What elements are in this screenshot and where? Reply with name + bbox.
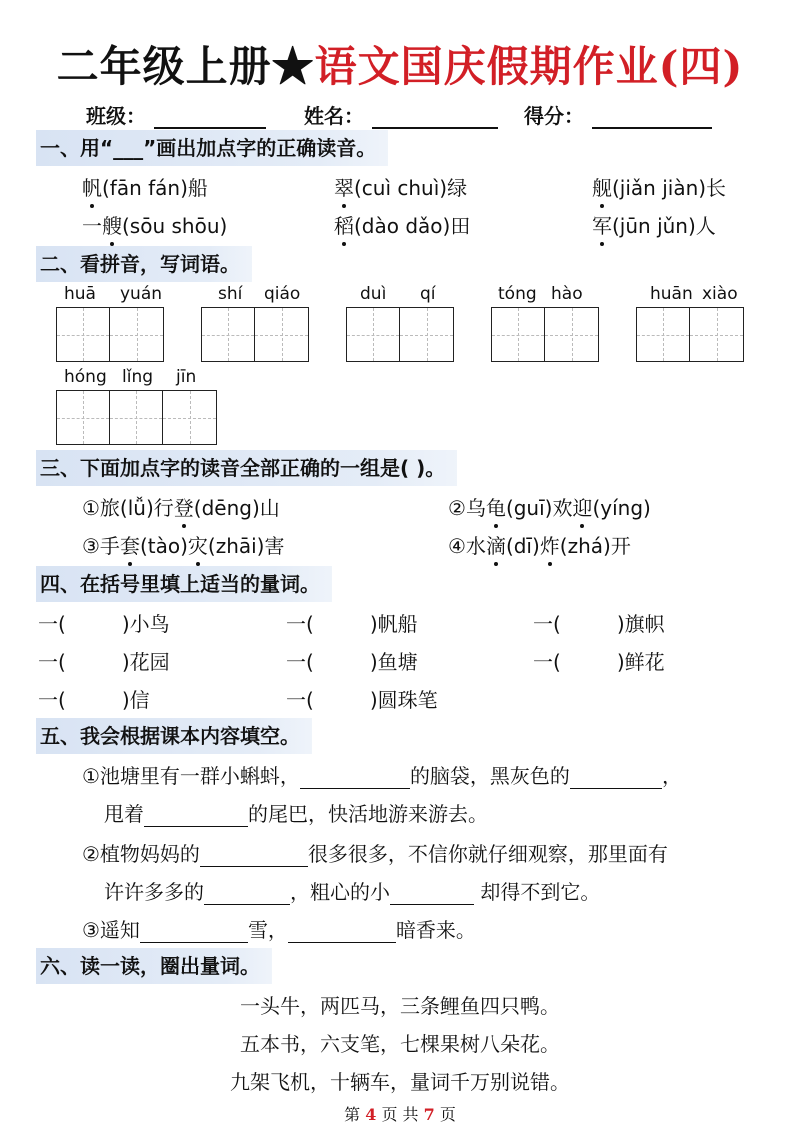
q5-blank-4[interactable]: [200, 845, 308, 867]
q4-item-8[interactable]: 一( )圆珠笔: [286, 688, 438, 712]
pinyin-5a: huān: [650, 284, 693, 304]
student-info: [0, 100, 800, 130]
class-field[interactable]: [86, 100, 266, 129]
q1-item-6: 军(jūn jǔn)人: [592, 210, 716, 239]
q3-option-1[interactable]: ①旅(lǚ)行登(dēng)山: [82, 492, 280, 521]
q3-option-3[interactable]: ③手套(tào)灾(zhāi)害: [82, 530, 284, 559]
q4-item-4[interactable]: 一( )花园: [38, 650, 170, 674]
score-field[interactable]: [524, 100, 712, 129]
class-blank[interactable]: [154, 105, 266, 129]
q5-blank-6[interactable]: [390, 883, 474, 905]
pinyin-4a: tóng: [498, 284, 537, 304]
q5-line-5: ③遥知 雪， 暗香来。: [82, 918, 476, 942]
pinyin-6b: lǐng: [122, 367, 154, 387]
section-3-heading: 三、下面加点字的读音全部正确的一组是( )。: [36, 450, 457, 486]
title-subject: 语文国庆假期作业(四): [314, 42, 744, 91]
pinyin-6a: hóng: [64, 367, 107, 387]
pinyin-3b: qí: [420, 284, 436, 304]
q5-line-4: 许许多多的 ，粗心的小 却得不到它。: [104, 880, 601, 904]
total-pages: 7: [423, 1105, 435, 1124]
pinyin-2a: shí: [218, 284, 243, 304]
name-field[interactable]: [304, 100, 498, 129]
section-2-heading: 二、看拼音，写词语。: [36, 246, 252, 282]
q1-item-2: 翠(cuì chuì)绿: [334, 172, 467, 201]
writing-grid-4[interactable]: [491, 307, 599, 362]
q4-item-7[interactable]: 一( )信: [38, 688, 150, 712]
q5-blank-3[interactable]: [144, 805, 248, 827]
score-blank[interactable]: [592, 105, 712, 129]
q4-item-2[interactable]: 一( )帆船: [286, 612, 418, 636]
pinyin-2b: qiáo: [264, 284, 301, 304]
current-page: 4: [365, 1105, 377, 1124]
class-label: 班级：: [86, 104, 146, 128]
section-6-heading: 六、读一读，圈出量词。: [36, 948, 272, 984]
q1-item-3: 舰(jiǎn jiàn)长: [592, 172, 726, 201]
q1-item-1: 帆(fān fán)船: [82, 172, 208, 201]
q5-blank-7[interactable]: [140, 921, 248, 943]
q4-item-1[interactable]: 一( )小鸟: [38, 612, 170, 636]
q5-line-2: 甩着 的尾巴，快活地游来游去。: [104, 802, 488, 826]
q5-blank-2[interactable]: [570, 767, 662, 789]
writing-grid-2[interactable]: [201, 307, 309, 362]
section-1-heading: 一、用“___”画出加点字的正确读音。: [36, 130, 388, 166]
pinyin-1b: yuán: [120, 284, 163, 304]
page-number: 第 4 页 共 7 页: [344, 1105, 456, 1124]
pinyin-1a: huā: [64, 284, 96, 304]
section-5-heading: 五、我会根据课本内容填空。: [36, 718, 312, 754]
q1-item-4: 一艘(sōu shōu): [82, 210, 227, 239]
pinyin-5b: xiào: [702, 284, 738, 304]
q5-blank-1[interactable]: [300, 767, 410, 789]
q5-line-1: ①池塘里有一群小蝌蚪， 的脑袋，黑灰色的 ，: [82, 764, 682, 788]
section-4-heading: 四、在括号里填上适当的量词。: [36, 566, 332, 602]
writing-grid-6[interactable]: [56, 390, 217, 445]
pinyin-3a: duì: [360, 284, 387, 304]
pinyin-4b: hào: [551, 284, 583, 304]
q3-option-4[interactable]: ④水滴(dī)炸(zhá)开: [448, 530, 631, 559]
q5-blank-5[interactable]: [204, 883, 290, 905]
q4-item-3[interactable]: 一( )旗帜: [533, 612, 665, 636]
q4-item-5[interactable]: 一( )鱼塘: [286, 650, 418, 674]
q3-option-2[interactable]: ②乌龟(guī)欢迎(yíng): [448, 492, 651, 521]
q5-line-3: ②植物妈妈的 很多很多，不信你就仔细观察，那里面有: [82, 842, 668, 866]
rhyme-line-2[interactable]: 五本书，六支笔，七棵果树八朵花。: [240, 1032, 560, 1056]
writing-grid-5[interactable]: [636, 307, 744, 362]
title-grade: 二年级上册★: [56, 42, 315, 91]
writing-grid-3[interactable]: [346, 307, 454, 362]
q1-item-5: 稻(dào dǎo)田: [334, 210, 470, 239]
pinyin-6c: jīn: [176, 367, 197, 387]
q4-item-6[interactable]: 一( )鲜花: [533, 650, 665, 674]
q5-blank-8[interactable]: [288, 921, 396, 943]
rhyme-line-1[interactable]: 一头牛，两匹马，三条鲤鱼四只鸭。: [240, 994, 560, 1018]
worksheet-title: [0, 34, 800, 94]
name-label: 姓名：: [304, 104, 364, 128]
rhyme-line-3[interactable]: 九架飞机，十辆车，量词千万别说错。: [230, 1070, 570, 1094]
writing-grid-1[interactable]: [56, 307, 164, 362]
name-blank[interactable]: [372, 105, 498, 129]
score-label: 得分：: [524, 104, 584, 128]
